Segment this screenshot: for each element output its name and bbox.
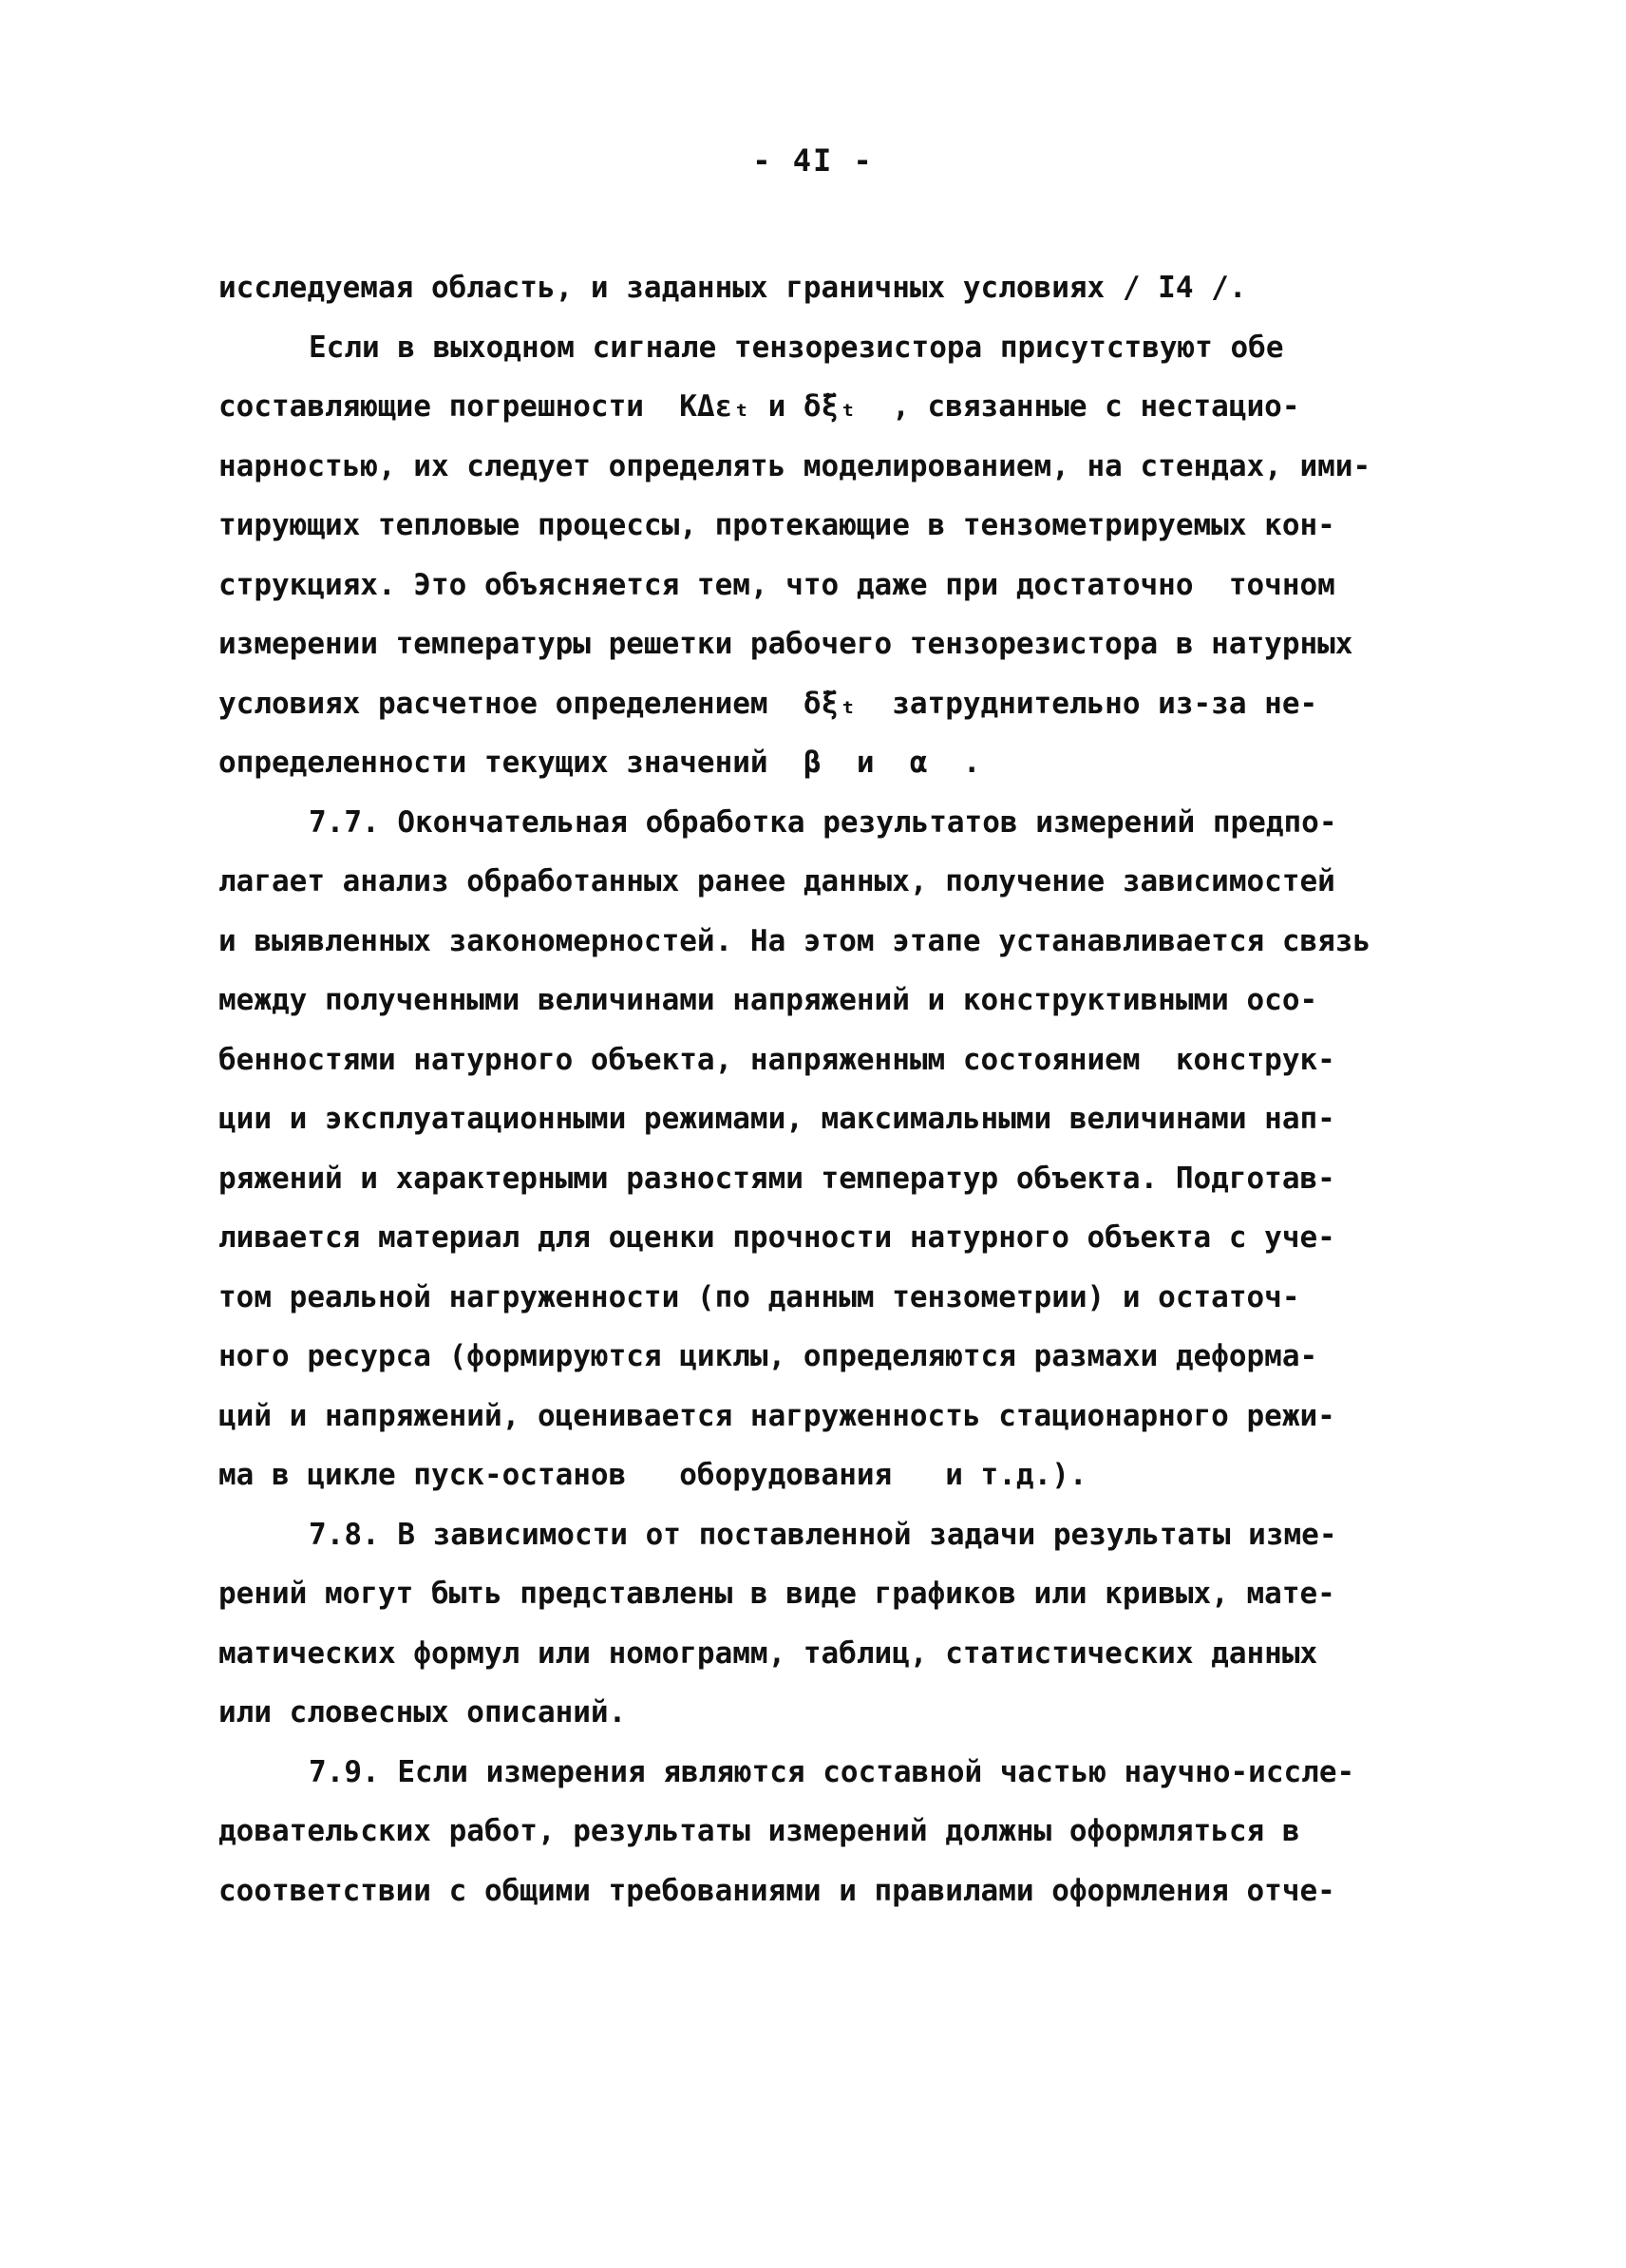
text-line: тирующих тепловые процессы, протекающие в тензометрируемых кон- [218, 508, 1335, 542]
paragraph-7-8-start: 7.8. В зависимости от поставленной задачи результаты изме- [309, 1517, 1337, 1552]
text-line: струкциях. Это объясняется тем, что даже при достаточно точном [218, 567, 1335, 602]
text-line: определенности текущих значений β и α . [218, 746, 981, 780]
text-line: нарностью, их следует определять моделированием, на стендах, ими- [218, 448, 1371, 483]
text-line: или словесных описаний. [218, 1695, 627, 1729]
text-line: условиях расчетное определением δ̃ξₜ затруднительно из-за не- [218, 686, 1318, 721]
text-line: ций и напряжений, оценивается нагруженность стационарного режи- [218, 1398, 1335, 1433]
text-line: ливается материал для оценки прочности натурного объекта с уче- [218, 1220, 1335, 1255]
text-line: между полученными величинами напряжений и конструктивными осо- [218, 983, 1318, 1017]
text-line: соответствии с общими требованиями и правилами оформления отче- [218, 1873, 1335, 1908]
paragraph-7-9-start: 7.9. Если измерения являются составной частью научно-иссле- [309, 1754, 1355, 1789]
text-line: исследуемая область, и заданных граничных условиях / I4 /. [218, 271, 1247, 305]
text-line: лагает анализ обработанных ранее данных, получение зависимостей [218, 864, 1335, 898]
text-line: ряжений и характерными разностями температур объекта. Подготав- [218, 1161, 1335, 1196]
paragraph-start-line: Если в выходном сигнале тензорезистора присутствуют обе [309, 330, 1284, 365]
text-line: матических формул или номограмм, таблиц, статистических данных [218, 1635, 1318, 1671]
body-text [218, 258, 1453, 1920]
text-line: ции и эксплуатационными режимами, максимальными величинами нап- [218, 1102, 1335, 1136]
text-line: составляющие погрешности KΔεₜ и δ̃ξₜ , связанные с нестацио- [218, 389, 1300, 424]
text-line: том реальной нагруженности (по данным тензометрии) и остаточ- [218, 1279, 1300, 1314]
text-line: ного ресурса (формируются циклы, определяются размахи деформа- [218, 1339, 1318, 1373]
paragraph-7-7-start: 7.7. Окончательная обработка результатов измерений предпо- [309, 804, 1337, 840]
text-line: рений могут быть представлены в виде графиков или кривых, мате- [218, 1577, 1335, 1611]
text-line: ма в цикле пуск-останов оборудования и т.д.). [218, 1458, 1087, 1492]
page-number: - 4I - [752, 142, 874, 179]
text-line: бенностями натурного объекта, напряженным состоянием конструк- [218, 1042, 1335, 1077]
text-line: измерении температуры решетки рабочего тензорезистора в натурных [218, 627, 1353, 661]
text-line: и выявленных закономерностей. На этом этапе устанавливается связь [218, 923, 1371, 958]
text-line: довательских работ, результаты измерений должны оформляться в [218, 1814, 1300, 1848]
